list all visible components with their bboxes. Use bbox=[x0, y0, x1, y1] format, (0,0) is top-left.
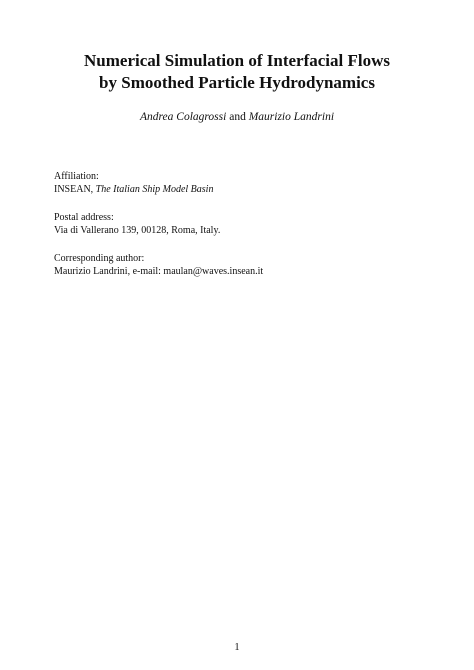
corresponding-label: Corresponding author: bbox=[54, 253, 145, 264]
author-conjunction: and bbox=[229, 111, 246, 123]
corresponding-block bbox=[54, 252, 263, 278]
page-number: 1 bbox=[234, 642, 240, 653]
affiliation-institute-full: The Italian Ship Model Basin bbox=[95, 184, 214, 195]
author-list bbox=[0, 110, 474, 124]
title-line-2: by Smoothed Particle Hydrodynamics bbox=[99, 73, 375, 92]
affiliation-label: Affiliation: bbox=[54, 171, 99, 182]
corresponding-contact: Maurizio Landrini, e-mail: maulan@waves.insean.it bbox=[54, 266, 264, 277]
postal-block bbox=[54, 211, 220, 237]
postal-label: Postal address: bbox=[54, 212, 114, 223]
affiliation-block bbox=[54, 170, 213, 196]
author-second: Maurizio Landrini bbox=[248, 111, 335, 123]
paper-title bbox=[0, 50, 474, 94]
author-first: Andrea Colagrossi bbox=[139, 111, 227, 123]
postal-address: Via di Vallerano 139, 00128, Roma, Italy. bbox=[54, 225, 221, 236]
affiliation-line bbox=[54, 183, 213, 196]
title-line-1: Numerical Simulation of Interfacial Flows bbox=[84, 51, 390, 70]
affiliation-institute: INSEAN, bbox=[54, 184, 94, 195]
